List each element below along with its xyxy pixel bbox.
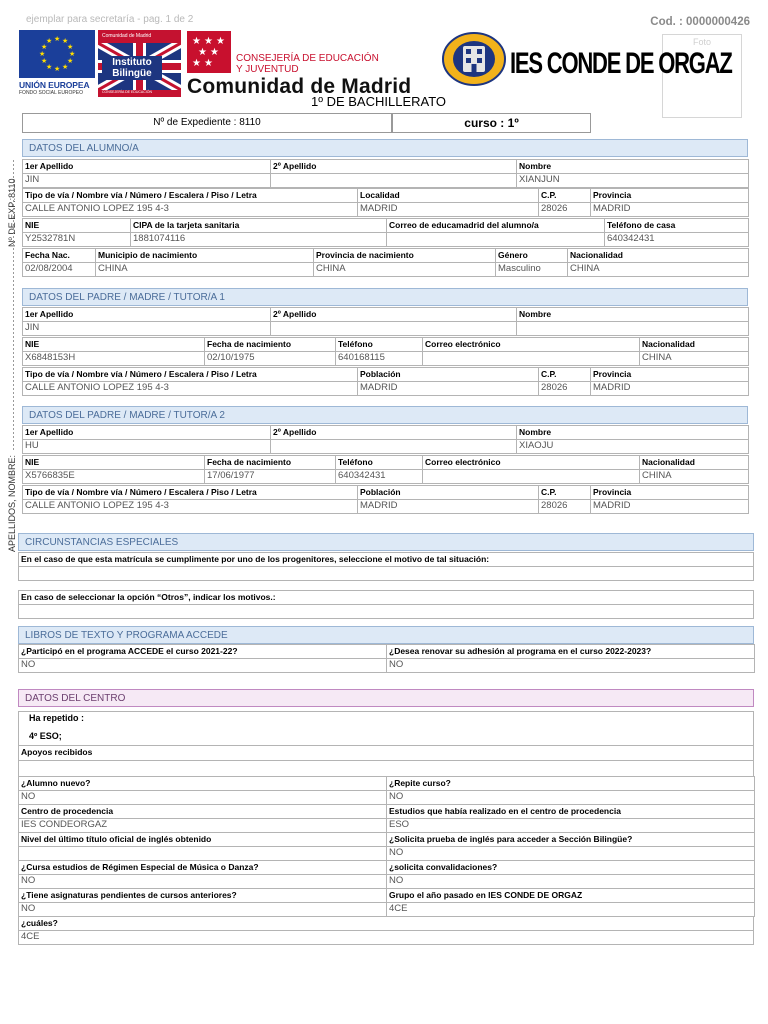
apoyos-field[interactable] xyxy=(19,761,754,777)
grupo-field[interactable]: 4CE xyxy=(387,903,755,917)
musica-field[interactable]: NO xyxy=(19,875,387,889)
tutor1-pob-label: Población xyxy=(358,368,539,382)
alumno-fnac-label: Fecha Nac. xyxy=(23,249,96,263)
alumno-ap2-field[interactable] xyxy=(271,174,517,188)
repite-curso-label: ¿Repite curso? xyxy=(387,777,755,791)
tutor2-nombre-field[interactable]: XIAOJU xyxy=(517,440,749,454)
expediente-field: Nº de Expediente : 8110 xyxy=(22,113,392,133)
ingles-field[interactable] xyxy=(19,847,387,861)
tutor2-ap2-field[interactable] xyxy=(271,440,517,454)
tutor2-correo-field[interactable] xyxy=(423,470,640,484)
tutor2-prov-label: Provincia xyxy=(591,486,749,500)
section-tutor2-header: DATOS DEL PADRE / MADRE / TUTOR/A 2 xyxy=(22,406,748,424)
circunstancias-q2-label: En caso de seleccionar la opción “Otros”, indicar los motivos.: xyxy=(19,591,754,605)
tutor1-tel-field[interactable]: 640168115 xyxy=(336,352,423,366)
bilingual-logo-top: Comunidad de Madrid xyxy=(98,30,181,43)
alumno-ap1-field[interactable]: JIN xyxy=(23,174,271,188)
eu-logo xyxy=(19,30,95,97)
circunstancias-q1-label: En el caso de que esta matrícula se cumplimente por uno de los progenitores, seleccione el motivo de tal situación: xyxy=(19,553,754,567)
section-circunstancias-header: CIRCUNSTANCIAS ESPECIALES xyxy=(18,533,754,551)
tutor1-nombre-label: Nombre xyxy=(517,308,749,322)
circunstancias-q2-field[interactable] xyxy=(19,605,754,619)
circunstancias-table xyxy=(18,552,754,619)
bilingual-logo-line1: Instituto xyxy=(112,57,152,68)
bilingual-institute-logo xyxy=(98,30,181,97)
vertical-name-text: APELLIDOS, NOMBRE: xyxy=(7,454,17,552)
tutor1-nombre-field[interactable] xyxy=(517,322,749,336)
tutor1-ap2-label: 2º Apellido xyxy=(271,308,517,322)
tutor1-cp-label: C.P. xyxy=(539,368,591,382)
tutor1-nac-field[interactable]: CHINA xyxy=(640,352,749,366)
estudios-field[interactable]: ESO xyxy=(387,819,755,833)
alumno-correo-label: Correo de educamadrid del alumno/a xyxy=(387,219,605,233)
prueba-ingles-field[interactable]: NO xyxy=(387,847,755,861)
alumno-cipa-label: CIPA de la tarjeta sanitaria xyxy=(131,219,387,233)
alumno-birth-table xyxy=(22,248,749,277)
alumno-nac-field[interactable]: CHINA xyxy=(568,263,749,277)
alumno-address-table xyxy=(22,188,749,217)
alumno-id-table xyxy=(22,218,749,247)
pendientes-field[interactable]: NO xyxy=(19,903,387,917)
tutor2-nac-label: Nacionalidad xyxy=(640,456,749,470)
eu-flag-icon: ★ ★ ★ ★ ★ ★ ★ ★ ★ ★ ★ ★ xyxy=(19,30,95,78)
tutor1-via-field[interactable]: CALLE ANTONIO LOPEZ 195 4-3 xyxy=(23,382,358,396)
tutor2-nac-field[interactable]: CHINA xyxy=(640,470,749,484)
ies-name: IES CONDE DE ORGAZ xyxy=(510,46,732,80)
course-title: 1º DE BACHILLERATO xyxy=(311,94,447,109)
tutor1-fnac-label: Fecha de nacimiento xyxy=(205,338,336,352)
tutor2-cp-label: C.P. xyxy=(539,486,591,500)
consejeria-label xyxy=(236,53,379,75)
alumno-correo-field[interactable] xyxy=(387,233,605,247)
apoyos-label: Apoyos recibidos xyxy=(19,746,754,761)
tutor2-tel-field[interactable]: 640342431 xyxy=(336,470,423,484)
convalidaciones-field[interactable]: NO xyxy=(387,875,755,889)
alumno-nombre-label: Nombre xyxy=(517,160,749,174)
prueba-ingles-label: ¿Solicita prueba de inglés para acceder a Sección Bilingüe? xyxy=(387,833,755,847)
section-centro-header: DATOS DEL CENTRO xyxy=(18,689,754,707)
circunstancias-spacer xyxy=(19,581,754,591)
alumno-fnac-field[interactable]: 02/08/2004 xyxy=(23,263,96,277)
alumno-nuevo-label: ¿Alumno nuevo? xyxy=(19,777,387,791)
tutor1-id-table xyxy=(22,337,749,366)
bilingual-logo-bottom: CONSEJERÍA DE EDUCACIÓN xyxy=(98,90,181,97)
alumno-via-field[interactable]: CALLE ANTONIO LOPEZ 195 4-3 xyxy=(23,203,358,217)
alumno-localidad-field[interactable]: MADRID xyxy=(358,203,539,217)
tutor2-cp-field[interactable]: 28026 xyxy=(539,500,591,514)
document-code: Cod. : 0000000426 xyxy=(650,16,750,28)
tutor1-prov-field[interactable]: MADRID xyxy=(591,382,749,396)
comunidad-title: Comunidad de Madrid xyxy=(187,75,412,98)
tutor1-via-label: Tipo de vía / Nombre vía / Número / Escalera / Piso / Letra xyxy=(23,368,358,382)
alumno-nombre-field[interactable]: XIANJUN xyxy=(517,174,749,188)
tutor2-fnac-field[interactable]: 17/06/1977 xyxy=(205,470,336,484)
tutor2-fnac-label: Fecha de nacimiento xyxy=(205,456,336,470)
tutor2-nombre-label: Nombre xyxy=(517,426,749,440)
ies-seal-icon xyxy=(441,32,507,86)
tutor1-address-table xyxy=(22,367,749,396)
cuales-table xyxy=(18,916,754,945)
tutor1-cp-field[interactable]: 28026 xyxy=(539,382,591,396)
curso-field: curso : 1º xyxy=(392,113,591,133)
repite-curso-field[interactable]: NO xyxy=(387,791,755,805)
consejeria-line1: CONSEJERÍA DE EDUCACIÓN xyxy=(236,53,379,64)
alumno-provincia-field[interactable]: MADRID xyxy=(591,203,749,217)
tutor1-ap1-field[interactable]: JIN xyxy=(23,322,271,336)
eu-logo-title: UNIÓN EUROPEA xyxy=(19,80,90,90)
bilingual-logo-text xyxy=(102,56,162,80)
libros-q1-field[interactable]: NO xyxy=(19,659,387,673)
tutor2-name-table xyxy=(22,425,749,454)
procedencia-label: Centro de procedencia xyxy=(19,805,387,819)
musica-label: ¿Cursa estudios de Régimen Especial de Música o Danza? xyxy=(19,861,387,875)
comunidad-madrid-flag-icon: ★ ★ ★ ★ ★ ★ ★ xyxy=(187,31,231,73)
alumno-munnac-field[interactable]: CHINA xyxy=(96,263,314,277)
pendientes-label: ¿Tiene asignaturas pendientes de cursos anteriores? xyxy=(19,889,387,903)
alumno-genero-field[interactable]: Masculino xyxy=(496,263,568,277)
tutor1-correo-label: Correo electrónico xyxy=(423,338,640,352)
bilingual-logo-line2: Bilingüe xyxy=(112,68,152,79)
section-tutor1-header: DATOS DEL PADRE / MADRE / TUTOR/A 1 xyxy=(22,288,748,306)
tutor1-pob-field[interactable]: MADRID xyxy=(358,382,539,396)
tutor2-nie-label: NIE xyxy=(23,456,205,470)
page-note: ejemplar para secretaría - pag. 1 de 2 xyxy=(26,14,194,25)
section-alumno-header: DATOS DEL ALUMNO/A xyxy=(22,139,748,157)
tutor1-ap1-label: 1er Apellido xyxy=(23,308,271,322)
centro-table xyxy=(18,776,755,917)
repetido-box xyxy=(18,711,754,746)
tutor1-nie-label: NIE xyxy=(23,338,205,352)
alumno-cipa-field[interactable]: 1881074116 xyxy=(131,233,387,247)
libros-q2-label: ¿Desea renovar su adhesión al programa en el curso 2022-2023? xyxy=(387,645,755,659)
convalidaciones-label: ¿solicita convalidaciones? xyxy=(387,861,755,875)
tutor1-ap2-field[interactable] xyxy=(271,322,517,336)
alumno-ap2-label: 2º Apellido xyxy=(271,160,517,174)
tutor2-via-field[interactable]: CALLE ANTONIO LOPEZ 195 4-3 xyxy=(23,500,358,514)
tutor2-id-table xyxy=(22,455,749,484)
tutor2-pob-field[interactable]: MADRID xyxy=(358,500,539,514)
tutor1-nie-field[interactable]: X6848153H xyxy=(23,352,205,366)
vertical-dotted-line xyxy=(13,160,14,450)
cuales-field[interactable]: 4CE xyxy=(19,931,754,945)
libros-q2-field[interactable]: NO xyxy=(387,659,755,673)
consejeria-line2: Y JUVENTUD xyxy=(236,64,299,75)
alumno-munnac-label: Municipio de nacimiento xyxy=(96,249,314,263)
alumno-name-table xyxy=(22,159,749,188)
alumno-provnac-field[interactable]: CHINA xyxy=(314,263,496,277)
grupo-label: Grupo el año pasado en IES CONDE DE ORGAZ xyxy=(387,889,755,903)
tutor2-via-label: Tipo de vía / Nombre vía / Número / Escalera / Piso / Letra xyxy=(23,486,358,500)
libros-table xyxy=(18,644,755,673)
alumno-telcasa-field[interactable]: 640342431 xyxy=(605,233,749,247)
vertical-exp-text: Nº DE EXP.:8110 xyxy=(7,178,17,247)
alumno-telcasa-label: Teléfono de casa xyxy=(605,219,749,233)
eu-logo-subtitle: FONDO SOCIAL EUROPEO xyxy=(19,90,83,96)
tutor1-prov-label: Provincia xyxy=(591,368,749,382)
tutor2-ap1-label: 1er Apellido xyxy=(23,426,271,440)
alumno-nac-label: Nacionalidad xyxy=(568,249,749,263)
alumno-localidad-label: Localidad xyxy=(358,189,539,203)
alumno-provnac-label: Provincia de nacimiento xyxy=(314,249,496,263)
tutor1-tel-label: Teléfono xyxy=(336,338,423,352)
circunstancias-q1-field[interactable] xyxy=(19,567,754,581)
procedencia-field[interactable]: IES CONDEORGAZ xyxy=(19,819,387,833)
tutor2-ap2-label: 2º Apellido xyxy=(271,426,517,440)
repetido-label: Ha repetido : xyxy=(29,713,85,723)
alumno-cp-label: C.P. xyxy=(539,189,591,203)
alumno-cp-field[interactable]: 28026 xyxy=(539,203,591,217)
ingles-label: Nivel del último título oficial de inglés obtenido xyxy=(19,833,387,847)
tutor2-tel-label: Teléfono xyxy=(336,456,423,470)
photo-label: Foto xyxy=(693,37,712,47)
tutor2-address-table xyxy=(22,485,749,514)
libros-q1-label: ¿Participó en el programa ACCEDE el curso 2021-22? xyxy=(19,645,387,659)
alumno-nie-field[interactable]: Y2532781N xyxy=(23,233,131,247)
tutor2-prov-field[interactable]: MADRID xyxy=(591,500,749,514)
tutor2-nie-field[interactable]: X5766835E xyxy=(23,470,205,484)
alumno-genero-label: Género xyxy=(496,249,568,263)
alumno-ap1-label: 1er Apellido xyxy=(23,160,271,174)
alumno-nie-label: NIE xyxy=(23,219,131,233)
apoyos-table xyxy=(18,745,754,777)
alumno-provincia-label: Provincia xyxy=(591,189,749,203)
alumno-nuevo-field[interactable]: NO xyxy=(19,791,387,805)
tutor1-nac-label: Nacionalidad xyxy=(640,338,749,352)
repetido-value: 4º ESO; xyxy=(29,731,62,741)
cuales-label: ¿cuáles? xyxy=(19,917,754,931)
tutor1-fnac-field[interactable]: 02/10/1975 xyxy=(205,352,336,366)
tutor2-pob-label: Población xyxy=(358,486,539,500)
section-libros-header: LIBROS DE TEXTO Y PROGRAMA ACCEDE xyxy=(18,626,754,644)
tutor2-correo-label: Correo electrónico xyxy=(423,456,640,470)
alumno-via-label: Tipo de vía / Nombre vía / Número / Escalera / Piso / Letra xyxy=(23,189,358,203)
tutor1-name-table xyxy=(22,307,749,336)
tutor2-ap1-field[interactable]: HU xyxy=(23,440,271,454)
tutor1-correo-field[interactable] xyxy=(423,352,640,366)
estudios-label: Estudios que había realizado en el centro de procedencia xyxy=(387,805,755,819)
